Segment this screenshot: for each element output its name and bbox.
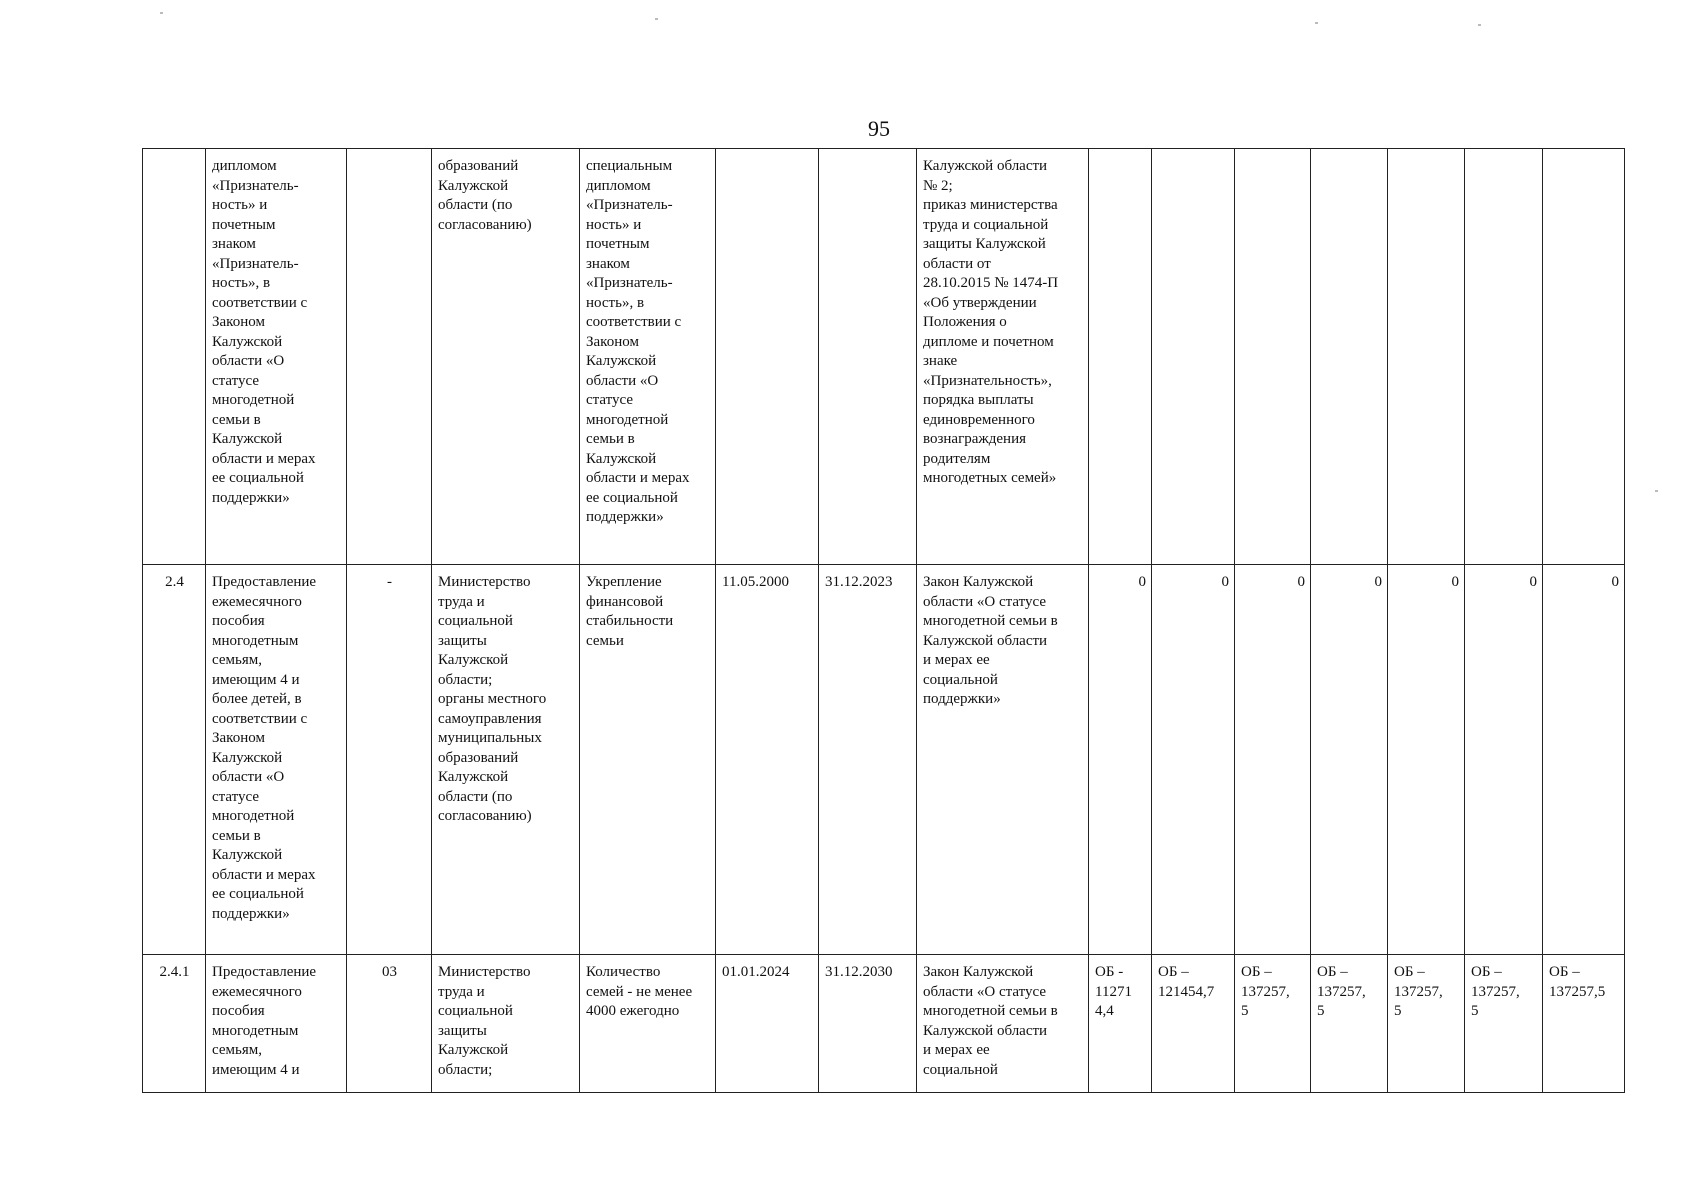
cell-measure-name: Предоставление ежемесячного пособия многодетным семьям, имеющим 4 и более детей, в соответствии с Законом Калужской области «О статусе многодетной семьи в Калужской области и мерах ее социальной поддержки» <box>206 565 347 955</box>
program-measures-table <box>142 148 1625 1093</box>
table-row <box>143 565 1625 955</box>
cell-value <box>1311 149 1388 565</box>
scan-speck <box>160 12 163 14</box>
cell-expected-result: Укрепление финансовой стабильности семьи <box>580 565 716 955</box>
cell-end-date: 31.12.2030 <box>819 955 917 1093</box>
table-row <box>143 149 1625 565</box>
cell-value <box>1235 149 1311 565</box>
scan-speck <box>1655 490 1658 492</box>
cell-value: 0 <box>1543 565 1625 955</box>
cell-number: 2.4 <box>143 565 206 955</box>
cell-code: 03 <box>347 955 432 1093</box>
cell-code: - <box>347 565 432 955</box>
cell-legal-basis: Калужской области № 2; приказ министерства труда и социальной защиты Калужской области от 28.10.2015 № 1474-П «Об утверждении Положения о дипломе и почетном знаке «Признательность», порядка выплаты единовременного вознаграждения родителям многодетных семей» <box>917 149 1089 565</box>
cell-executor: Министерство труда и социальной защиты Калужской области; <box>432 955 580 1093</box>
table-row <box>143 955 1625 1093</box>
cell-legal-basis: Закон Калужской области «О статусе многодетной семьи в Калужской области и мерах ее социальной поддержки» <box>917 565 1089 955</box>
scan-speck <box>1315 22 1318 24</box>
cell-value <box>1543 149 1625 565</box>
page-number: 95 <box>868 116 890 141</box>
cell-value: 0 <box>1465 565 1543 955</box>
cell-value <box>1089 149 1152 565</box>
cell-number: 2.4.1 <box>143 955 206 1093</box>
cell-start-date: 01.01.2024 <box>716 955 819 1093</box>
cell-value: 0 <box>1089 565 1152 955</box>
cell-value: ОБ – 137257, 5 <box>1388 955 1465 1093</box>
cell-value <box>1152 149 1235 565</box>
cell-value: ОБ – 137257,5 <box>1543 955 1625 1093</box>
cell-expected-result: специальным дипломом «Признатель- ность» и почетным знаком «Признатель- ность», в соответствии с Законом Калужской области «О статусе многодетной семьи в Калужской области и мерах ее социальной поддержки» <box>580 149 716 565</box>
cell-start-date: 11.05.2000 <box>716 565 819 955</box>
cell-measure-name: Предоставление ежемесячного пособия многодетным семьям, имеющим 4 и <box>206 955 347 1093</box>
cell-executor: Министерство труда и социальной защиты Калужской области; органы местного самоуправления муниципальных образований Калужской области (по согласованию) <box>432 565 580 955</box>
cell-value <box>1388 149 1465 565</box>
cell-measure-name: дипломом «Признатель- ность» и почетным знаком «Признатель- ность», в соответствии с Законом Калужской области «О статусе многодетной семьи в Калужской области и мерах ее социальной поддержки» <box>206 149 347 565</box>
cell-value: ОБ - 11271 4,4 <box>1089 955 1152 1093</box>
cell-value: 0 <box>1388 565 1465 955</box>
cell-legal-basis: Закон Калужской области «О статусе многодетной семьи в Калужской области и мерах ее социальной <box>917 955 1089 1093</box>
cell-start-date <box>716 149 819 565</box>
scan-speck <box>655 18 658 20</box>
cell-value: ОБ – 137257, 5 <box>1311 955 1388 1093</box>
cell-value: ОБ – 121454,7 <box>1152 955 1235 1093</box>
cell-value: 0 <box>1311 565 1388 955</box>
cell-value: 0 <box>1152 565 1235 955</box>
cell-code <box>347 149 432 565</box>
cell-expected-result: Количество семей - не менее 4000 ежегодно <box>580 955 716 1093</box>
cell-value: ОБ – 137257, 5 <box>1465 955 1543 1093</box>
cell-number <box>143 149 206 565</box>
cell-value: 0 <box>1235 565 1311 955</box>
cell-value: ОБ – 137257, 5 <box>1235 955 1311 1093</box>
cell-end-date: 31.12.2023 <box>819 565 917 955</box>
cell-end-date <box>819 149 917 565</box>
cell-value <box>1465 149 1543 565</box>
scan-speck <box>1478 24 1481 26</box>
cell-executor: образований Калужской области (по согласованию) <box>432 149 580 565</box>
